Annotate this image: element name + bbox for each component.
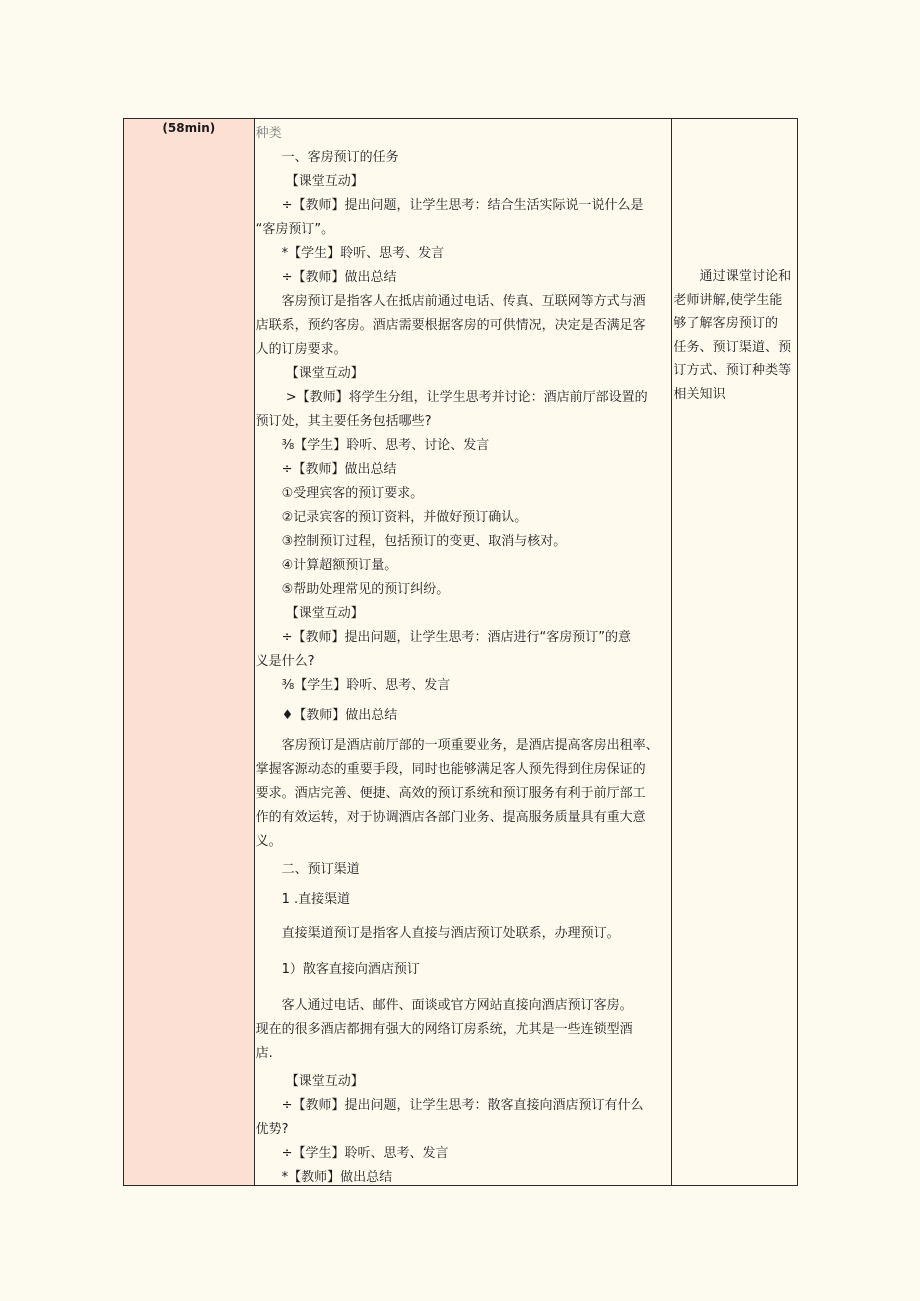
content-line: 种类: [255, 126, 282, 141]
goal-line: 够了解客房预订的: [673, 316, 779, 331]
content-line: 现在的很多酒店都拥有强大的网络订房系统，尤其是一些连锁型酒: [255, 1022, 633, 1037]
content-line: ÷【教师】做出总结: [255, 462, 397, 477]
goal-line: 老师讲解,使学生能: [673, 292, 783, 308]
content-line: 1）散客直接向酒店预订: [255, 962, 420, 977]
content-line: 掌握客源动态的重要手段，同时也能够满足客人预先得到住房保证的: [255, 762, 646, 777]
goal-column: [672, 119, 797, 1185]
goal-text: [673, 265, 797, 406]
goal-line: 相关知识: [673, 386, 726, 402]
content-line: ⅜【学生】聆听、思考、发言: [255, 678, 451, 693]
content-line: ÷【教师】提出问题，让学生思考：酒店进行“客房预订”的意: [255, 630, 631, 645]
content-line: 【课堂互动】: [255, 366, 364, 381]
goal-line: 订方式、预订种类等: [673, 363, 792, 378]
content-line: 【课堂互动】: [255, 174, 364, 189]
content-line: *【教师】做出总结: [255, 1170, 393, 1185]
content-line: ÷【教师】提出问题，让学生思考：散客直接向酒店预订有什么: [255, 1098, 644, 1113]
content-line: ÷【教师】做出总结: [255, 270, 397, 285]
content-line: 优势?: [255, 1122, 289, 1137]
content-line: ④计算超额预订量。: [255, 558, 398, 573]
content-line: 客房预订是酒店前厅部的一项重要业务，是酒店提高客房出租率、: [255, 738, 659, 753]
content-line: 店联系，预约客房。酒店需要根据客房的可供情况，决定是否满足客: [255, 318, 646, 333]
content-line: ②记录宾客的预订资料，并做好预订确认。: [255, 510, 528, 525]
content-line: 店.: [255, 1046, 273, 1061]
time-column: [124, 119, 255, 1185]
content-line: ③控制预订过程，包括预订的变更、取消与核对。: [255, 534, 567, 549]
time-label: (58min): [162, 121, 216, 135]
content-line: 要求。酒店完善、便捷、高效的预订系统和预订服务有利于前厅部工: [255, 786, 646, 801]
content-line: 义是什么?: [255, 654, 315, 669]
content-line: 客房预订是指客人在抵店前通过电话、传真、互联网等方式与酒: [255, 294, 646, 309]
content-line: ÷【教师】提出问题，让学生思考：结合生活实际说一说什么是: [255, 198, 644, 213]
content-line: 人的订房要求。: [255, 342, 347, 357]
content-line: *【学生】聆听、思考、发言: [255, 246, 445, 261]
content-line: 【课堂互动】: [255, 606, 364, 621]
content-line: 1 .直接渠道: [255, 892, 351, 907]
lesson-table: [123, 118, 798, 1186]
goal-line: 任务、预订渠道、预: [673, 339, 792, 355]
content-line: ⅜【学生】聆听、思考、讨论、发言: [255, 438, 490, 453]
content-line: 客人通过电话、邮件、面谈或官方网站直接向酒店预订客房。: [255, 998, 633, 1013]
content-line: ①受理宾客的预订要求。: [255, 486, 424, 501]
content-line: ⑤帮助处理常见的预订纠纷。: [255, 582, 450, 597]
content-line: 二、预订渠道: [255, 862, 360, 877]
content-line: 作的有效运转，对于协调酒店各部门业务、提高服务质量具有重大意: [255, 810, 646, 825]
goal-line: 通过课堂讨论和: [673, 269, 792, 284]
content-line: 义。: [255, 834, 282, 849]
content-line: ♦【教师】做出总结: [255, 708, 398, 723]
content-column: [255, 119, 673, 1185]
content-line: >【教师】将学生分组，让学生思考并讨论：酒店前厅部设置的: [255, 390, 648, 405]
content-line: “客房预订”。: [255, 222, 335, 237]
content-line: 直接渠道预订是指客人直接与酒店预订处联系，办理预订。: [255, 926, 620, 941]
content-line: ÷【学生】聆听、思考、发言: [255, 1146, 449, 1161]
content-line: 预订处，其主要任务包括哪些?: [255, 414, 432, 429]
content-line: 【课堂互动】: [255, 1074, 364, 1089]
content-line: 一、客房预订的任务: [255, 150, 399, 165]
